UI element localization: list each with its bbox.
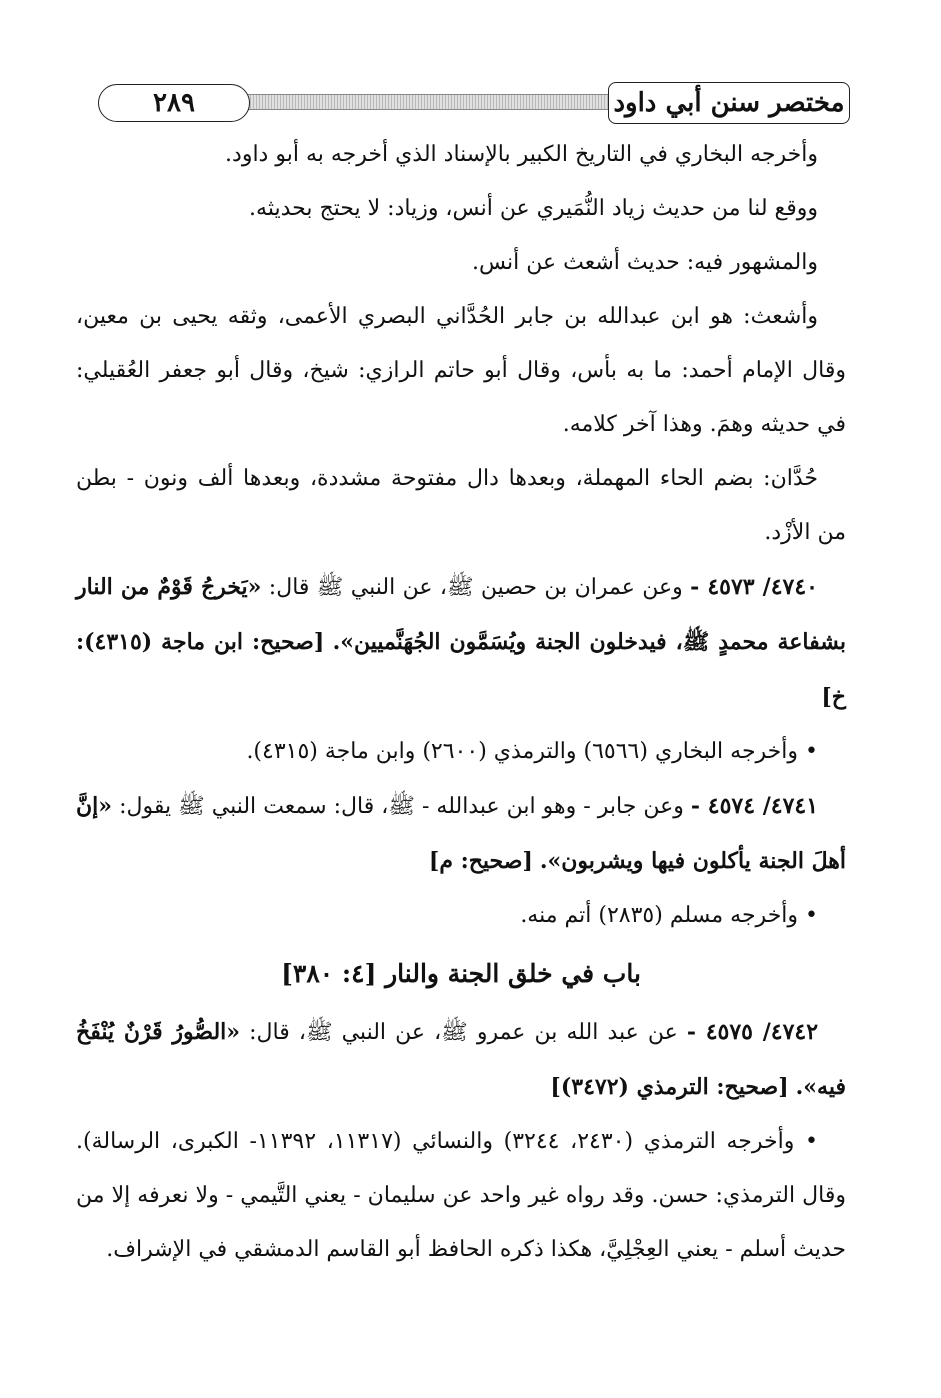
- hadith-4742: [76, 1005, 846, 1115]
- hadith-4740: [76, 560, 846, 725]
- paragraph: ووقع لنا من حديث زياد النُّمَيري عن أنس، وزياد: لا يحتج بحديثه.: [249, 196, 818, 221]
- hadith-text: «الصُّورُ قَرْنٌ يُنْفَخُ فيه».: [76, 1019, 846, 1100]
- hadith-grade: [صحيح: ابن ماجة (٤٣١٥): خ]: [76, 629, 846, 710]
- page-body: [76, 128, 846, 1277]
- hadith-intro: وعن عمران بن حصين ﷺ، عن النبي ﷺ قال:: [268, 575, 683, 600]
- hadith-note: • وأخرجه البخاري (٦٥٦٦) والترمذي (٢٦٠٠) وابن ماجة (٤٣١٥).: [246, 739, 818, 764]
- page-header: [72, 82, 850, 124]
- hadith-note: • وأخرجه الترمذي (٢٤٣٠، ٣٢٤٤) والنسائي (١١٣١٧، ١١٣٩٢- الكبرى، الرسالة). وقال الترمذي: حسن. وقد رواه غير واحد عن سليمان - يعني التَّيمي - ولا نعرفه إلا من حديث أسلم - يعني العِجْلِيَّ، هكذا ذكره الحافظ أبو القاسم الدمشقي في الإشراف.: [76, 1129, 846, 1262]
- book-title: مختصر سنن أبي داود: [608, 82, 850, 124]
- paragraph: والمشهور فيه: حديث أشعث عن أنس.: [471, 250, 818, 275]
- paragraph: وأخرجه البخاري في التاريخ الكبير بالإسناد الذي أخرجه به أبو داود.: [225, 142, 818, 167]
- hadith-4741: [76, 779, 846, 889]
- hadith-text: «يَخرجُ قَوْمٌ من النار بشفاعة محمدٍ ﷺ، فيدخلون الجنة ويُسَمَّون الجُهَنَّميين».: [76, 574, 846, 655]
- page-number: ٢٨٩: [98, 84, 250, 122]
- hadith-intro: وعن جابر - وهو ابن عبدالله - ﷺ، قال: سمعت النبي ﷺ يقول:: [119, 794, 684, 819]
- chapter-heading: باب في خلق الجنة والنار [٤: ٣٨٠]: [281, 959, 641, 988]
- hadith-number: ٤٧٤٢/ ٤٥٧٥ -: [686, 1019, 819, 1045]
- hadith-number: ٤٧٤١/ ٤٥٧٤ -: [690, 793, 819, 819]
- hadith-note: • وأخرجه مسلم (٢٨٣٥) أتم منه.: [520, 903, 818, 928]
- hadith-intro: عن عبد الله بن عمرو ﷺ، عن النبي ﷺ، قال:: [249, 1020, 678, 1045]
- hadith-number: ٤٧٤٠/ ٤٥٧٣ -: [690, 574, 818, 600]
- hadith-grade: [صحيح: الترمذي (٣٤٧٢)]: [550, 1074, 789, 1100]
- hadith-grade: [صحيح: م]: [428, 848, 533, 874]
- paragraph: حُدَّان: بضم الحاء المهملة، وبعدها دال مفتوحة مشددة، وبعدها ألف ونون - بطن من الأزْد.: [76, 466, 846, 545]
- hadith-text: «إنَّ أهلَ الجنة يأكلون فيها ويشربون».: [76, 793, 846, 874]
- paragraph: وأشعث: هو ابن عبدالله بن جابر الحُدَّاني البصري الأعمى، وثقه يحيى بن معين، وقال الإمام أحمد: ما به بأس، وقال أبو حاتم الرازي: شيخ، وقال أبو جعفر العُقيلي: في حديثه وهمَ. وهذا آخر كلامه.: [76, 304, 846, 437]
